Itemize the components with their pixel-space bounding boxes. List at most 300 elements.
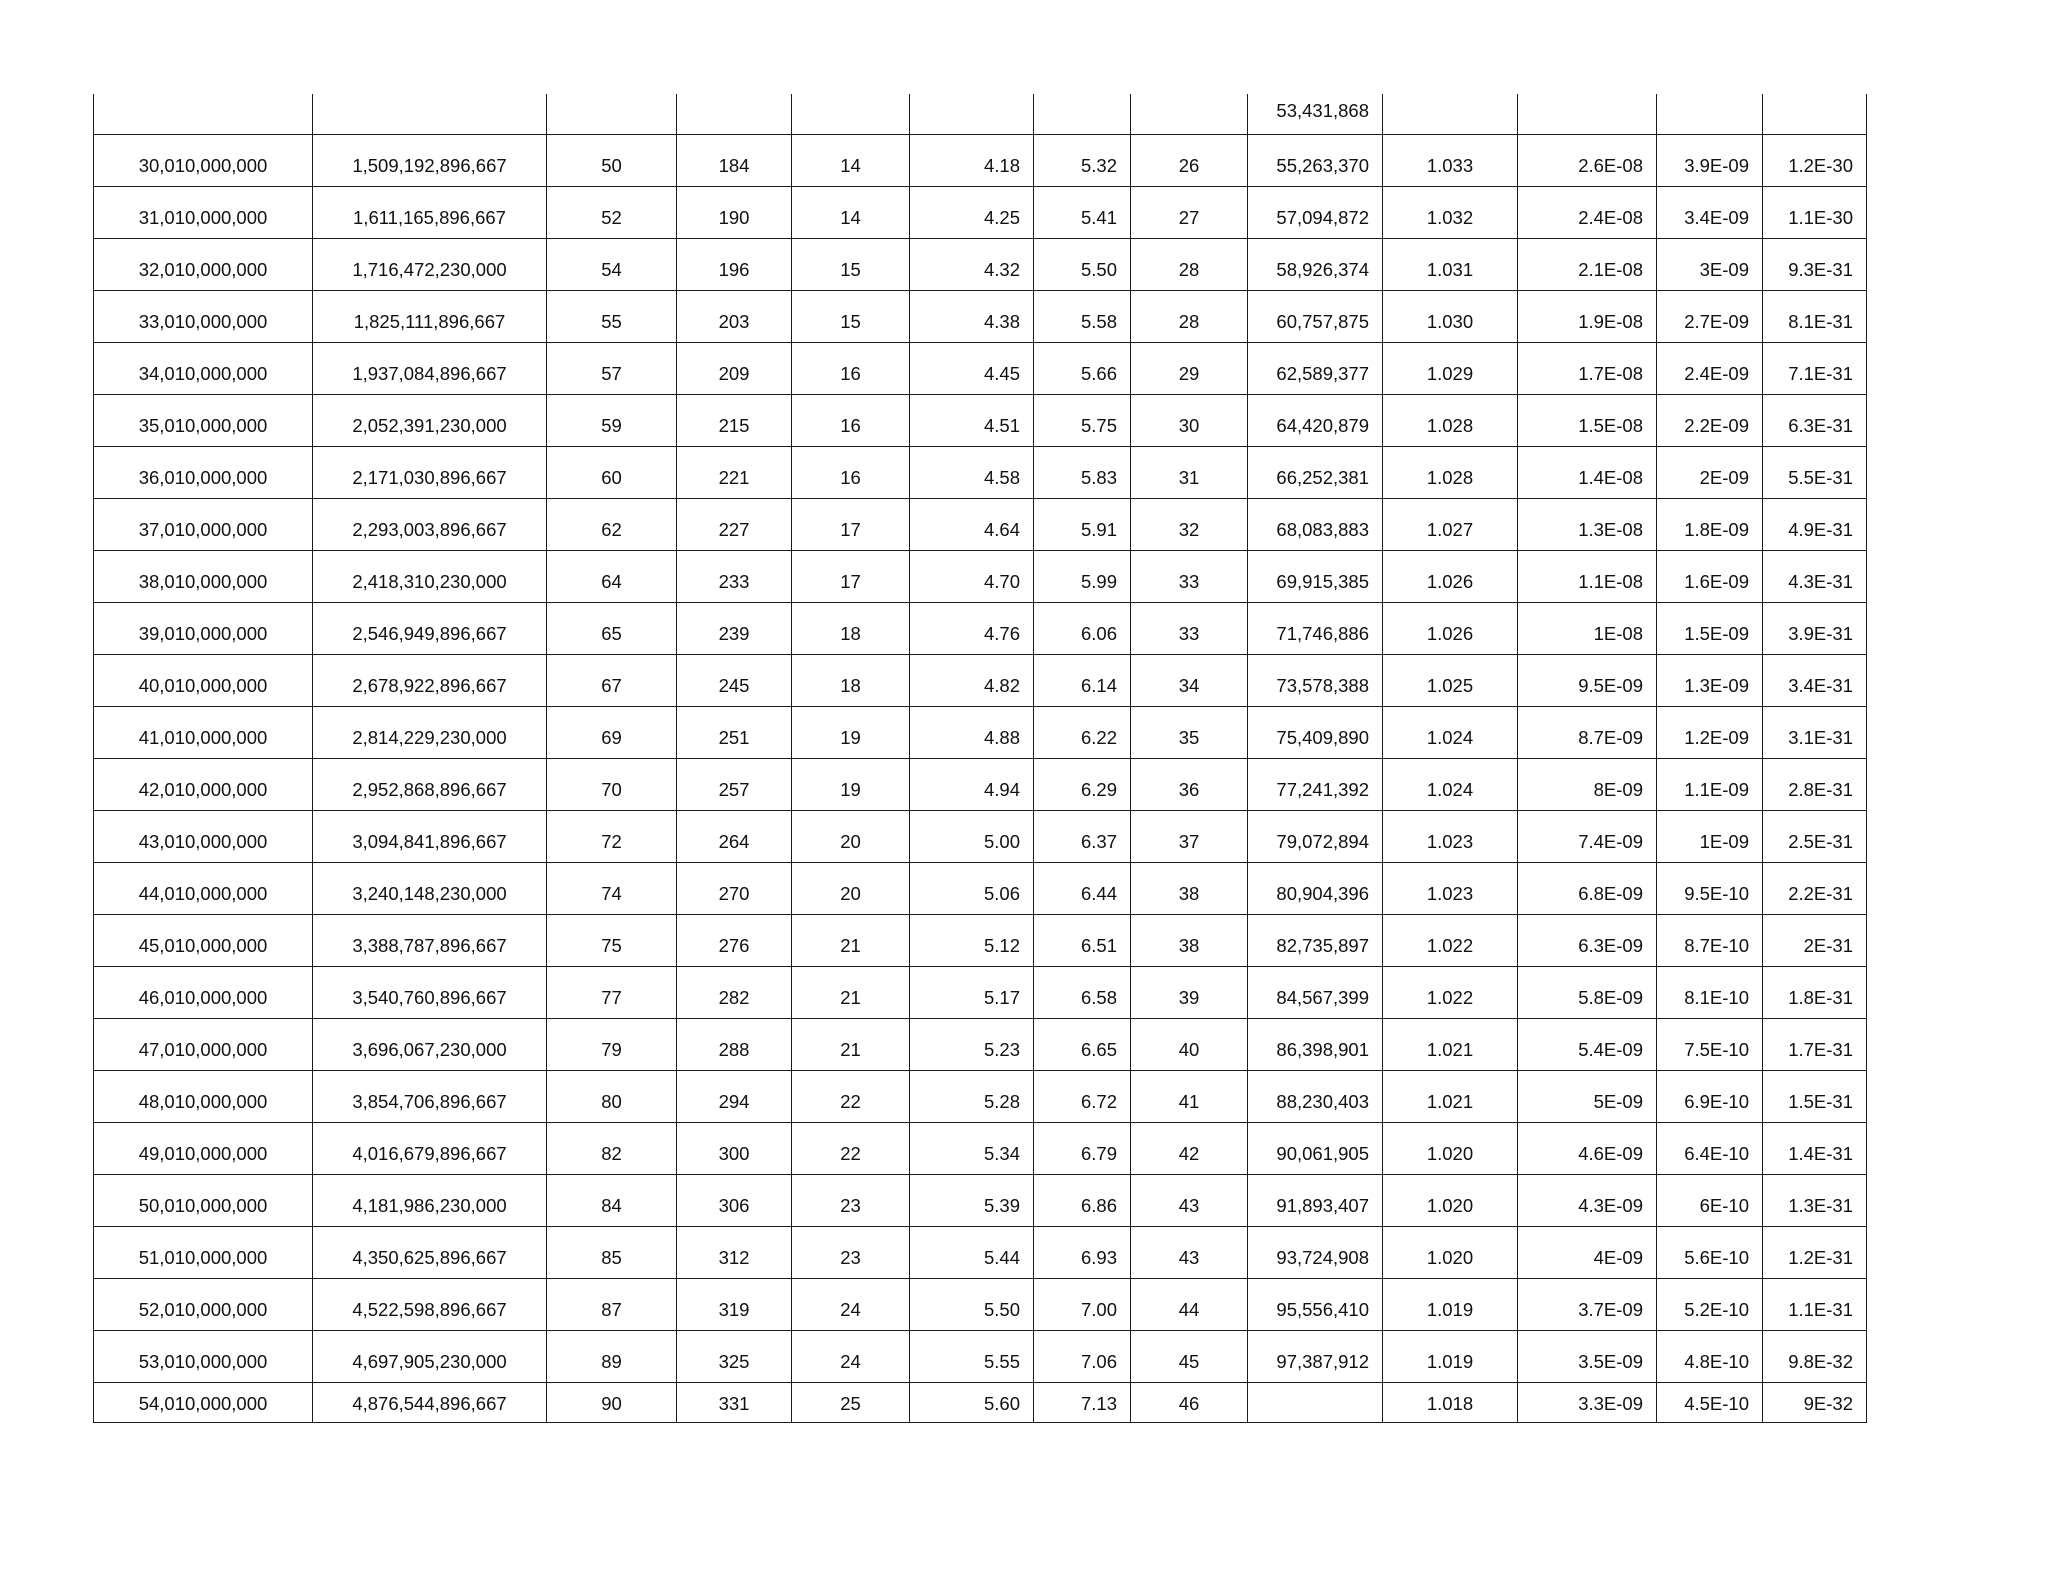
cell-prob-c: 1.5E-31 xyxy=(1763,1070,1867,1122)
cell-ratio-a: 4.82 xyxy=(910,654,1034,706)
cell-value: 31,010,000,000 xyxy=(94,186,313,238)
cell-n4: 42 xyxy=(1131,1122,1248,1174)
cell-prob-a: 1.4E-08 xyxy=(1518,446,1657,498)
cell-prob-c: 2E-31 xyxy=(1763,914,1867,966)
cell-prob-c: 9E-32 xyxy=(1763,1382,1867,1422)
cell-ratio-b: 6.93 xyxy=(1034,1226,1131,1278)
cell-prob-c: 1.2E-30 xyxy=(1763,134,1867,186)
cell-n4: 33 xyxy=(1131,602,1248,654)
cell-prob-a: 1.7E-08 xyxy=(1518,342,1657,394)
cell-n1: 65 xyxy=(547,602,677,654)
cell-prob-a: 9.5E-09 xyxy=(1518,654,1657,706)
cell-cumulative xyxy=(313,94,547,134)
cell-n4 xyxy=(1131,94,1248,134)
cell-factor: 1.023 xyxy=(1383,810,1518,862)
cell-value: 53,010,000,000 xyxy=(94,1330,313,1382)
cell-value: 50,010,000,000 xyxy=(94,1174,313,1226)
table-row xyxy=(94,342,1867,394)
cell-cumulative: 1,937,084,896,667 xyxy=(313,342,547,394)
table-row xyxy=(94,446,1867,498)
table-row xyxy=(94,1174,1867,1226)
cell-prob-c: 1.7E-31 xyxy=(1763,1018,1867,1070)
cell-value: 43,010,000,000 xyxy=(94,810,313,862)
cell-prob-c: 9.3E-31 xyxy=(1763,238,1867,290)
cell-prob-a: 8.7E-09 xyxy=(1518,706,1657,758)
table-row xyxy=(94,134,1867,186)
cell-n4: 38 xyxy=(1131,914,1248,966)
cell-ratio-b: 5.99 xyxy=(1034,550,1131,602)
cell-ratio-a: 5.39 xyxy=(910,1174,1034,1226)
cell-prob-c: 2.8E-31 xyxy=(1763,758,1867,810)
cell-n3: 23 xyxy=(792,1174,910,1226)
cell-count: 60,757,875 xyxy=(1248,290,1383,342)
cell-ratio-a xyxy=(910,94,1034,134)
cell-factor: 1.024 xyxy=(1383,706,1518,758)
cell-prob-b xyxy=(1657,94,1763,134)
cell-n3: 21 xyxy=(792,966,910,1018)
cell-factor: 1.025 xyxy=(1383,654,1518,706)
cell-n1: 74 xyxy=(547,862,677,914)
cell-n2: 264 xyxy=(677,810,792,862)
cell-count: 62,589,377 xyxy=(1248,342,1383,394)
table-body xyxy=(94,94,1867,1422)
cell-count: 58,926,374 xyxy=(1248,238,1383,290)
cell-n1: 90 xyxy=(547,1382,677,1422)
cell-n2: 251 xyxy=(677,706,792,758)
cell-prob-b: 1.8E-09 xyxy=(1657,498,1763,550)
table-row xyxy=(94,550,1867,602)
cell-n2: 306 xyxy=(677,1174,792,1226)
cell-n2: 215 xyxy=(677,394,792,446)
cell-cumulative: 1,509,192,896,667 xyxy=(313,134,547,186)
cell-prob-c: 9.8E-32 xyxy=(1763,1330,1867,1382)
cell-cumulative: 2,293,003,896,667 xyxy=(313,498,547,550)
cell-ratio-b: 6.06 xyxy=(1034,602,1131,654)
cell-n1: 60 xyxy=(547,446,677,498)
cell-ratio-b: 5.91 xyxy=(1034,498,1131,550)
cell-n1: 89 xyxy=(547,1330,677,1382)
cell-ratio-b: 5.83 xyxy=(1034,446,1131,498)
cell-prob-a: 1E-08 xyxy=(1518,602,1657,654)
cell-n4: 32 xyxy=(1131,498,1248,550)
cell-n1: 72 xyxy=(547,810,677,862)
table-row xyxy=(94,94,1867,134)
cell-n4: 37 xyxy=(1131,810,1248,862)
cell-prob-b: 4.8E-10 xyxy=(1657,1330,1763,1382)
cell-prob-a: 5E-09 xyxy=(1518,1070,1657,1122)
cell-prob-a: 6.3E-09 xyxy=(1518,914,1657,966)
cell-prob-a: 3.7E-09 xyxy=(1518,1278,1657,1330)
cell-prob-a xyxy=(1518,94,1657,134)
cell-prob-b: 4.5E-10 xyxy=(1657,1382,1763,1422)
cell-n4: 36 xyxy=(1131,758,1248,810)
cell-count: 55,263,370 xyxy=(1248,134,1383,186)
cell-n1: 54 xyxy=(547,238,677,290)
cell-prob-b: 8.7E-10 xyxy=(1657,914,1763,966)
cell-prob-c: 3.1E-31 xyxy=(1763,706,1867,758)
cell-value: 45,010,000,000 xyxy=(94,914,313,966)
cell-n2: 270 xyxy=(677,862,792,914)
table-row xyxy=(94,186,1867,238)
cell-n4: 46 xyxy=(1131,1382,1248,1422)
cell-prob-a: 5.8E-09 xyxy=(1518,966,1657,1018)
cell-value xyxy=(94,94,313,134)
cell-n1: 59 xyxy=(547,394,677,446)
cell-cumulative: 4,876,544,896,667 xyxy=(313,1382,547,1422)
cell-value: 42,010,000,000 xyxy=(94,758,313,810)
table-row xyxy=(94,810,1867,862)
cell-n4: 27 xyxy=(1131,186,1248,238)
cell-cumulative: 1,825,111,896,667 xyxy=(313,290,547,342)
cell-n3: 19 xyxy=(792,758,910,810)
cell-prob-c: 1.1E-31 xyxy=(1763,1278,1867,1330)
cell-n1: 67 xyxy=(547,654,677,706)
cell-n3: 23 xyxy=(792,1226,910,1278)
table-row xyxy=(94,654,1867,706)
cell-value: 39,010,000,000 xyxy=(94,602,313,654)
cell-n1: 52 xyxy=(547,186,677,238)
cell-value: 35,010,000,000 xyxy=(94,394,313,446)
cell-prob-c: 2.2E-31 xyxy=(1763,862,1867,914)
cell-n2: 227 xyxy=(677,498,792,550)
cell-count: 57,094,872 xyxy=(1248,186,1383,238)
cell-n4: 43 xyxy=(1131,1174,1248,1226)
cell-n2: 239 xyxy=(677,602,792,654)
cell-ratio-b: 5.75 xyxy=(1034,394,1131,446)
cell-n2: 221 xyxy=(677,446,792,498)
cell-n2: 300 xyxy=(677,1122,792,1174)
cell-factor: 1.018 xyxy=(1383,1382,1518,1422)
cell-cumulative: 2,418,310,230,000 xyxy=(313,550,547,602)
cell-cumulative: 1,611,165,896,667 xyxy=(313,186,547,238)
cell-n3: 25 xyxy=(792,1382,910,1422)
cell-ratio-b: 6.22 xyxy=(1034,706,1131,758)
table-row xyxy=(94,238,1867,290)
cell-prob-b: 2.2E-09 xyxy=(1657,394,1763,446)
table-row xyxy=(94,862,1867,914)
cell-count: 91,893,407 xyxy=(1248,1174,1383,1226)
cell-cumulative: 3,094,841,896,667 xyxy=(313,810,547,862)
cell-factor xyxy=(1383,94,1518,134)
table-row xyxy=(94,1070,1867,1122)
table-row xyxy=(94,394,1867,446)
cell-prob-a: 2.4E-08 xyxy=(1518,186,1657,238)
cell-prob-b: 6.4E-10 xyxy=(1657,1122,1763,1174)
cell-prob-c: 7.1E-31 xyxy=(1763,342,1867,394)
cell-prob-a: 5.4E-09 xyxy=(1518,1018,1657,1070)
cell-n3: 24 xyxy=(792,1278,910,1330)
cell-n1: 79 xyxy=(547,1018,677,1070)
cell-ratio-b: 5.41 xyxy=(1034,186,1131,238)
cell-cumulative: 2,952,868,896,667 xyxy=(313,758,547,810)
cell-factor: 1.031 xyxy=(1383,238,1518,290)
cell-n4: 31 xyxy=(1131,446,1248,498)
cell-count: 53,431,868 xyxy=(1248,94,1383,134)
cell-count: 82,735,897 xyxy=(1248,914,1383,966)
cell-cumulative: 3,240,148,230,000 xyxy=(313,862,547,914)
table-row xyxy=(94,706,1867,758)
cell-n1: 62 xyxy=(547,498,677,550)
cell-cumulative: 4,522,598,896,667 xyxy=(313,1278,547,1330)
cell-ratio-a: 5.06 xyxy=(910,862,1034,914)
table-row xyxy=(94,1018,1867,1070)
cell-ratio-b: 6.86 xyxy=(1034,1174,1131,1226)
cell-prob-b: 1.1E-09 xyxy=(1657,758,1763,810)
cell-n1 xyxy=(547,94,677,134)
cell-factor: 1.028 xyxy=(1383,394,1518,446)
cell-n4: 39 xyxy=(1131,966,1248,1018)
cell-n2: 288 xyxy=(677,1018,792,1070)
cell-prob-a: 4.6E-09 xyxy=(1518,1122,1657,1174)
cell-value: 34,010,000,000 xyxy=(94,342,313,394)
cell-n3: 16 xyxy=(792,394,910,446)
cell-count: 97,387,912 xyxy=(1248,1330,1383,1382)
cell-prob-a: 3.5E-09 xyxy=(1518,1330,1657,1382)
cell-prob-a: 2.6E-08 xyxy=(1518,134,1657,186)
cell-prob-c: 8.1E-31 xyxy=(1763,290,1867,342)
table-row xyxy=(94,1330,1867,1382)
cell-value: 44,010,000,000 xyxy=(94,862,313,914)
cell-prob-b: 3.4E-09 xyxy=(1657,186,1763,238)
cell-value: 41,010,000,000 xyxy=(94,706,313,758)
cell-n2: 203 xyxy=(677,290,792,342)
cell-n1: 70 xyxy=(547,758,677,810)
cell-n1: 85 xyxy=(547,1226,677,1278)
cell-ratio-a: 5.23 xyxy=(910,1018,1034,1070)
cell-n1: 64 xyxy=(547,550,677,602)
cell-prob-b: 7.5E-10 xyxy=(1657,1018,1763,1070)
cell-prob-b: 5.2E-10 xyxy=(1657,1278,1763,1330)
cell-value: 47,010,000,000 xyxy=(94,1018,313,1070)
cell-n4: 26 xyxy=(1131,134,1248,186)
cell-value: 48,010,000,000 xyxy=(94,1070,313,1122)
cell-prob-c: 5.5E-31 xyxy=(1763,446,1867,498)
cell-prob-c xyxy=(1763,94,1867,134)
table-row xyxy=(94,758,1867,810)
cell-prob-b: 2.4E-09 xyxy=(1657,342,1763,394)
cell-prob-a: 4E-09 xyxy=(1518,1226,1657,1278)
table-row xyxy=(94,1122,1867,1174)
cell-value: 37,010,000,000 xyxy=(94,498,313,550)
cell-count: 79,072,894 xyxy=(1248,810,1383,862)
cell-n3: 19 xyxy=(792,706,910,758)
cell-value: 51,010,000,000 xyxy=(94,1226,313,1278)
cell-n2: 312 xyxy=(677,1226,792,1278)
cell-prob-b: 2E-09 xyxy=(1657,446,1763,498)
cell-ratio-b: 5.50 xyxy=(1034,238,1131,290)
cell-prob-c: 3.9E-31 xyxy=(1763,602,1867,654)
cell-ratio-a: 4.45 xyxy=(910,342,1034,394)
cell-n4: 28 xyxy=(1131,290,1248,342)
cell-prob-b: 1.3E-09 xyxy=(1657,654,1763,706)
cell-factor: 1.020 xyxy=(1383,1174,1518,1226)
cell-prob-b: 1.5E-09 xyxy=(1657,602,1763,654)
cell-n2: 245 xyxy=(677,654,792,706)
cell-ratio-a: 5.55 xyxy=(910,1330,1034,1382)
cell-cumulative: 3,388,787,896,667 xyxy=(313,914,547,966)
table-row xyxy=(94,602,1867,654)
cell-n2: 209 xyxy=(677,342,792,394)
cell-prob-b: 2.7E-09 xyxy=(1657,290,1763,342)
cell-prob-b: 3E-09 xyxy=(1657,238,1763,290)
cell-prob-a: 3.3E-09 xyxy=(1518,1382,1657,1422)
cell-value: 54,010,000,000 xyxy=(94,1382,313,1422)
cell-n1: 55 xyxy=(547,290,677,342)
table-row xyxy=(94,1278,1867,1330)
cell-n2: 294 xyxy=(677,1070,792,1122)
cell-ratio-b: 5.66 xyxy=(1034,342,1131,394)
cell-ratio-b: 6.72 xyxy=(1034,1070,1131,1122)
cell-n4: 29 xyxy=(1131,342,1248,394)
cell-n1: 82 xyxy=(547,1122,677,1174)
cell-count: 71,746,886 xyxy=(1248,602,1383,654)
cell-count: 68,083,883 xyxy=(1248,498,1383,550)
table-row xyxy=(94,290,1867,342)
cell-n3: 18 xyxy=(792,602,910,654)
cell-ratio-a: 5.50 xyxy=(910,1278,1034,1330)
cell-ratio-b: 6.14 xyxy=(1034,654,1131,706)
cell-ratio-a: 5.44 xyxy=(910,1226,1034,1278)
cell-n2: 331 xyxy=(677,1382,792,1422)
table-row xyxy=(94,1382,1867,1422)
cell-cumulative: 4,016,679,896,667 xyxy=(313,1122,547,1174)
cell-count: 88,230,403 xyxy=(1248,1070,1383,1122)
cell-cumulative: 4,181,986,230,000 xyxy=(313,1174,547,1226)
cell-value: 46,010,000,000 xyxy=(94,966,313,1018)
cell-prob-b: 6.9E-10 xyxy=(1657,1070,1763,1122)
cell-cumulative: 3,540,760,896,667 xyxy=(313,966,547,1018)
cell-factor: 1.028 xyxy=(1383,446,1518,498)
cell-count: 77,241,392 xyxy=(1248,758,1383,810)
cell-cumulative: 4,350,625,896,667 xyxy=(313,1226,547,1278)
cell-n4: 28 xyxy=(1131,238,1248,290)
cell-n4: 41 xyxy=(1131,1070,1248,1122)
cell-prob-c: 1.4E-31 xyxy=(1763,1122,1867,1174)
table-row xyxy=(94,498,1867,550)
cell-ratio-b: 6.51 xyxy=(1034,914,1131,966)
cell-cumulative: 2,814,229,230,000 xyxy=(313,706,547,758)
cell-ratio-a: 5.17 xyxy=(910,966,1034,1018)
cell-n2: 282 xyxy=(677,966,792,1018)
cell-count: 95,556,410 xyxy=(1248,1278,1383,1330)
cell-prob-c: 1.1E-30 xyxy=(1763,186,1867,238)
cell-factor: 1.033 xyxy=(1383,134,1518,186)
cell-prob-c: 6.3E-31 xyxy=(1763,394,1867,446)
cell-ratio-a: 4.94 xyxy=(910,758,1034,810)
cell-count: 90,061,905 xyxy=(1248,1122,1383,1174)
cell-n1: 75 xyxy=(547,914,677,966)
cell-n3: 15 xyxy=(792,290,910,342)
cell-factor: 1.026 xyxy=(1383,602,1518,654)
cell-count: 84,567,399 xyxy=(1248,966,1383,1018)
cell-prob-a: 4.3E-09 xyxy=(1518,1174,1657,1226)
cell-ratio-a: 5.12 xyxy=(910,914,1034,966)
cell-prob-b: 5.6E-10 xyxy=(1657,1226,1763,1278)
cell-ratio-a: 5.60 xyxy=(910,1382,1034,1422)
cell-n3: 14 xyxy=(792,134,910,186)
cell-cumulative: 2,171,030,896,667 xyxy=(313,446,547,498)
cell-n3: 20 xyxy=(792,862,910,914)
cell-count xyxy=(1248,1382,1383,1422)
cell-ratio-b xyxy=(1034,94,1131,134)
cell-n4: 43 xyxy=(1131,1226,1248,1278)
cell-n3 xyxy=(792,94,910,134)
cell-factor: 1.027 xyxy=(1383,498,1518,550)
cell-prob-c: 2.5E-31 xyxy=(1763,810,1867,862)
cell-prob-a: 7.4E-09 xyxy=(1518,810,1657,862)
cell-factor: 1.020 xyxy=(1383,1122,1518,1174)
cell-n1: 80 xyxy=(547,1070,677,1122)
cell-cumulative: 3,696,067,230,000 xyxy=(313,1018,547,1070)
cell-ratio-a: 4.64 xyxy=(910,498,1034,550)
cell-prob-b: 1.6E-09 xyxy=(1657,550,1763,602)
cell-n1: 69 xyxy=(547,706,677,758)
cell-count: 73,578,388 xyxy=(1248,654,1383,706)
cell-n1: 50 xyxy=(547,134,677,186)
cell-n3: 14 xyxy=(792,186,910,238)
cell-n4: 38 xyxy=(1131,862,1248,914)
cell-n1: 77 xyxy=(547,966,677,1018)
cell-ratio-a: 4.38 xyxy=(910,290,1034,342)
cell-ratio-b: 7.06 xyxy=(1034,1330,1131,1382)
cell-value: 30,010,000,000 xyxy=(94,134,313,186)
cell-factor: 1.019 xyxy=(1383,1330,1518,1382)
cell-prob-c: 4.9E-31 xyxy=(1763,498,1867,550)
cell-prob-a: 1.1E-08 xyxy=(1518,550,1657,602)
cell-ratio-b: 5.58 xyxy=(1034,290,1131,342)
cell-prob-a: 6.8E-09 xyxy=(1518,862,1657,914)
cell-ratio-b: 6.44 xyxy=(1034,862,1131,914)
data-table xyxy=(93,94,1867,1423)
cell-ratio-a: 4.25 xyxy=(910,186,1034,238)
cell-factor: 1.032 xyxy=(1383,186,1518,238)
cell-n4: 35 xyxy=(1131,706,1248,758)
cell-n3: 18 xyxy=(792,654,910,706)
cell-factor: 1.021 xyxy=(1383,1070,1518,1122)
cell-n1: 87 xyxy=(547,1278,677,1330)
cell-prob-c: 3.4E-31 xyxy=(1763,654,1867,706)
cell-ratio-a: 4.32 xyxy=(910,238,1034,290)
cell-ratio-a: 5.34 xyxy=(910,1122,1034,1174)
cell-ratio-a: 4.88 xyxy=(910,706,1034,758)
cell-n3: 16 xyxy=(792,342,910,394)
cell-ratio-b: 5.32 xyxy=(1034,134,1131,186)
cell-cumulative: 2,052,391,230,000 xyxy=(313,394,547,446)
cell-n3: 20 xyxy=(792,810,910,862)
cell-prob-b: 9.5E-10 xyxy=(1657,862,1763,914)
cell-prob-a: 2.1E-08 xyxy=(1518,238,1657,290)
cell-n3: 21 xyxy=(792,914,910,966)
cell-ratio-a: 4.76 xyxy=(910,602,1034,654)
cell-count: 64,420,879 xyxy=(1248,394,1383,446)
cell-factor: 1.030 xyxy=(1383,290,1518,342)
cell-factor: 1.020 xyxy=(1383,1226,1518,1278)
cell-prob-b: 6E-10 xyxy=(1657,1174,1763,1226)
cell-value: 36,010,000,000 xyxy=(94,446,313,498)
cell-n4: 40 xyxy=(1131,1018,1248,1070)
cell-ratio-a: 5.28 xyxy=(910,1070,1034,1122)
cell-n4: 33 xyxy=(1131,550,1248,602)
cell-n4: 30 xyxy=(1131,394,1248,446)
cell-ratio-b: 6.58 xyxy=(1034,966,1131,1018)
cell-factor: 1.022 xyxy=(1383,966,1518,1018)
cell-cumulative: 2,546,949,896,667 xyxy=(313,602,547,654)
cell-value: 40,010,000,000 xyxy=(94,654,313,706)
cell-factor: 1.026 xyxy=(1383,550,1518,602)
cell-count: 66,252,381 xyxy=(1248,446,1383,498)
cell-factor: 1.024 xyxy=(1383,758,1518,810)
cell-value: 33,010,000,000 xyxy=(94,290,313,342)
